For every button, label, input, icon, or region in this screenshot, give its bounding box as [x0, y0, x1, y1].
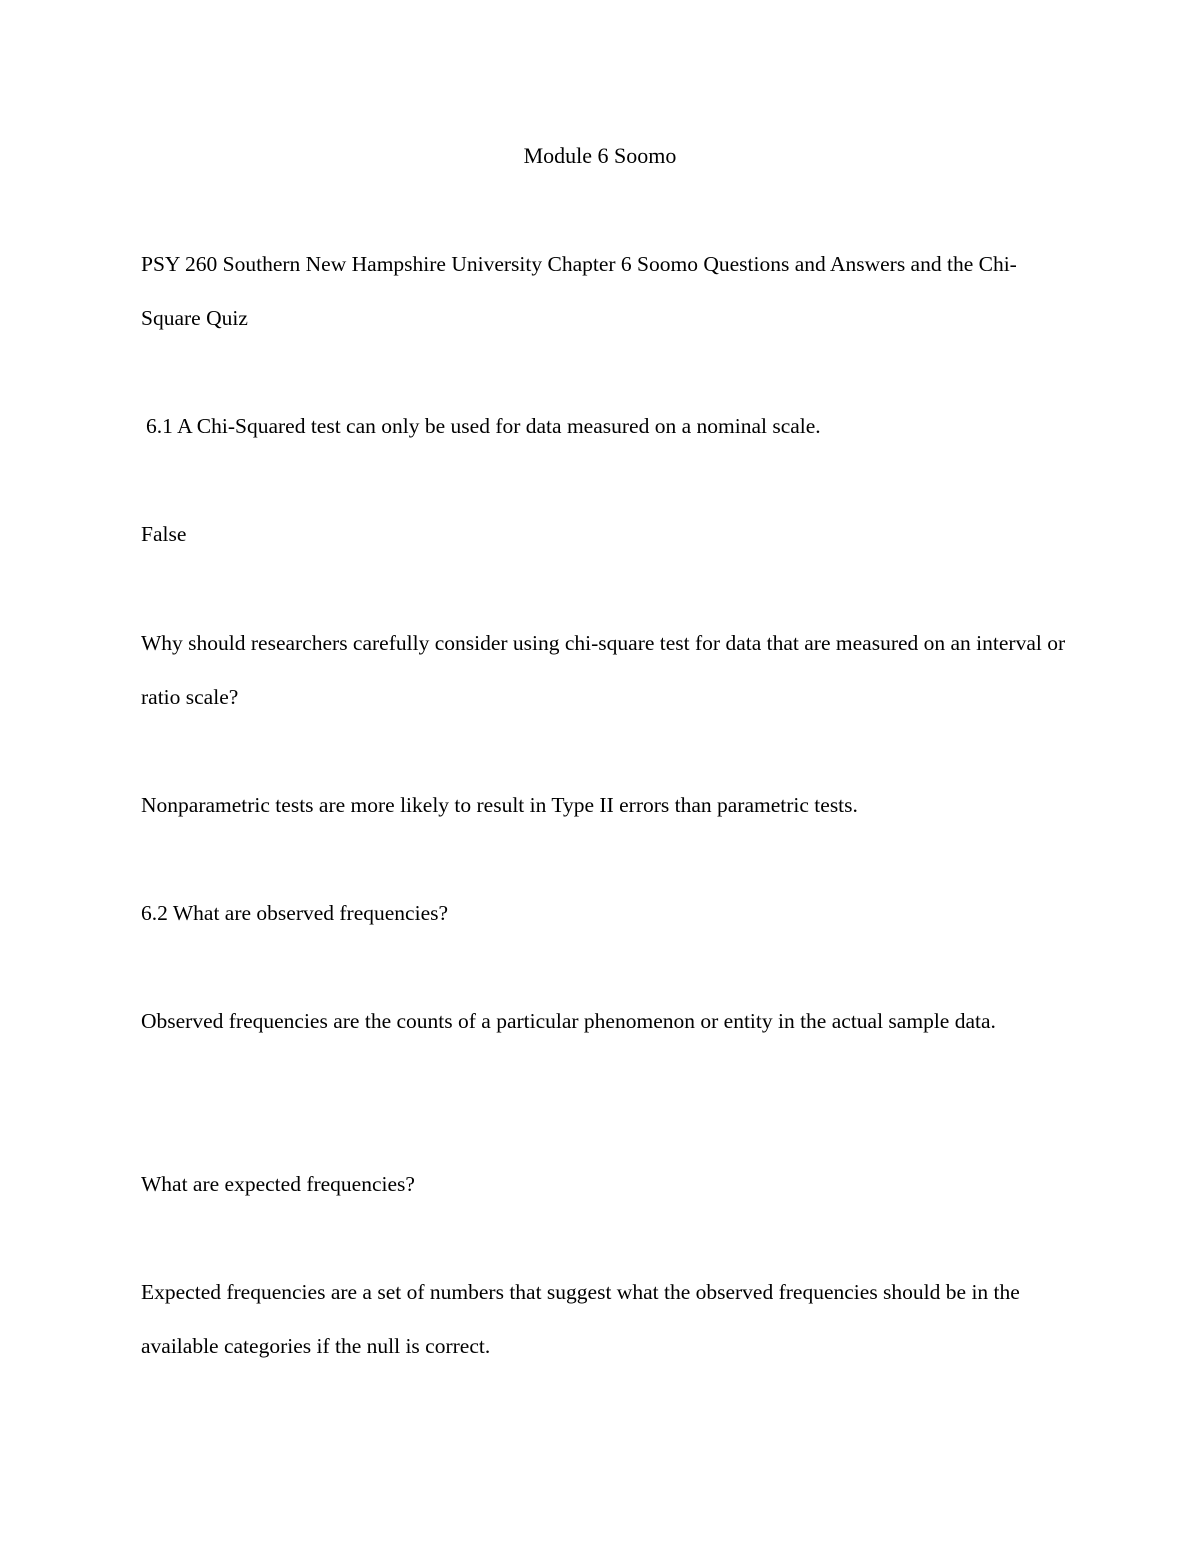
- answer-expected-frequencies: Expected frequencies are a set of numbers that suggest what the observed frequencies should be in the available categories if the null is correct.: [141, 1280, 1020, 1358]
- document-title: Module 6 Soomo: [523, 143, 677, 168]
- intro-paragraph: PSY 260 Southern New Hampshire University Chapter 6 Soomo Questions and Answers and the Chi-Square Quiz: [141, 252, 1017, 330]
- answer-chi-square-interval: Nonparametric tests are more likely to result in Type II errors than parametric tests.: [141, 793, 858, 817]
- question-chi-square-interval: Why should researchers carefully consider using chi-square test for data that are measured on an interval or ratio scale?: [141, 631, 1066, 709]
- question-6-2: 6.2 What are observed frequencies?: [141, 901, 449, 925]
- answer-6-2: Observed frequencies are the counts of a particular phenomenon or entity in the actual sample data.: [141, 1009, 996, 1033]
- question-expected-frequencies: What are expected frequencies?: [141, 1172, 415, 1196]
- question-6-1: 6.1 A Chi-Squared test can only be used for data measured on a nominal scale.: [146, 414, 821, 438]
- answer-6-1: False: [141, 522, 187, 546]
